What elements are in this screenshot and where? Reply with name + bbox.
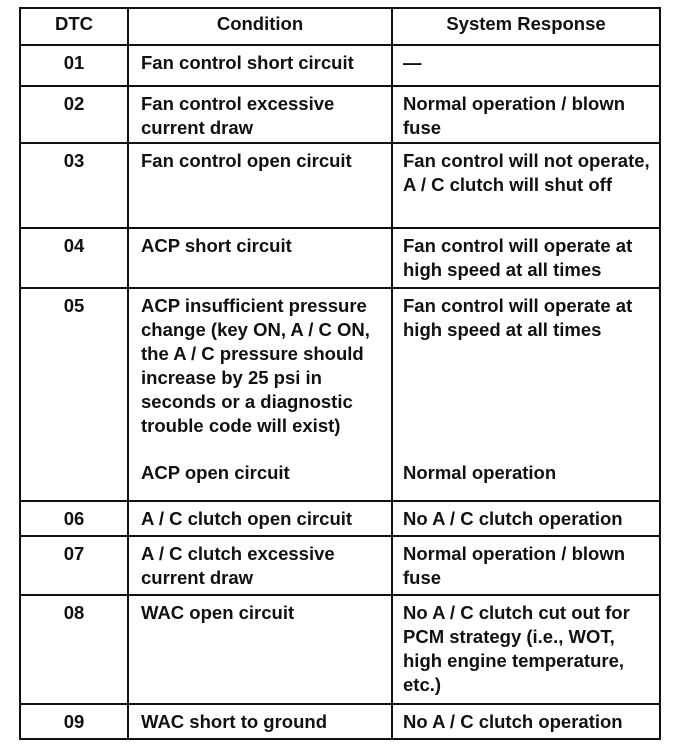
system-response-text: Fan control will operate at high speed at all times — [403, 295, 633, 340]
condition-cell: Fan control short circuit — [128, 45, 392, 86]
condition-cell: WAC open circuit — [128, 595, 392, 704]
condition-cell: WAC short to ground — [128, 704, 392, 739]
table-row — [20, 86, 660, 143]
table-row — [20, 536, 660, 595]
header-dtc: DTC — [20, 8, 128, 45]
dtc-code: 05 — [20, 288, 128, 501]
condition-cell: A / C clutch open circuit — [128, 501, 392, 536]
dtc-code: 02 — [20, 86, 128, 143]
system-response-cell: Fan control will not operate, A / C clutch will shut off — [392, 143, 660, 228]
condition-cell — [128, 288, 392, 501]
condition-cell: Fan control open circuit — [128, 143, 392, 228]
system-response-cell: No A / C clutch cut out for PCM strategy (i.e., WOT, high engine temperature, etc.) — [392, 595, 660, 704]
dtc-code: 06 — [20, 501, 128, 536]
system-response-cell: No A / C clutch operation — [392, 501, 660, 536]
system-response-cell: Normal operation / blown fuse — [392, 536, 660, 595]
system-response-cell: Fan control will operate at high speed at all times — [392, 228, 660, 288]
condition-text: ACP insufficient pressure change (key ON, A / C ON, the A / C pressure should increase by 25 psi in seconds or a diagnostic trouble code will exist) — [141, 295, 370, 436]
table-row — [20, 143, 660, 228]
condition-cell: A / C clutch excessive current draw — [128, 536, 392, 595]
dtc-table — [19, 7, 661, 740]
dtc-code: 08 — [20, 595, 128, 704]
header-system-response: System Response — [392, 8, 660, 45]
table-row — [20, 45, 660, 86]
table-row — [20, 501, 660, 536]
system-response-cell: — — [392, 45, 660, 86]
condition-cell: ACP short circuit — [128, 228, 392, 288]
dtc-code: 03 — [20, 143, 128, 228]
system-response-text-secondary: Normal operation — [403, 462, 557, 483]
system-response-cell: No A / C clutch operation — [392, 704, 660, 739]
dtc-code: 07 — [20, 536, 128, 595]
system-response-cell — [392, 288, 660, 501]
dtc-code: 04 — [20, 228, 128, 288]
condition-text-secondary: ACP open circuit — [141, 462, 290, 483]
table-row — [20, 704, 660, 739]
dtc-code: 09 — [20, 704, 128, 739]
table-row — [20, 595, 660, 704]
header-condition: Condition — [128, 8, 392, 45]
table-row — [20, 288, 660, 501]
table-row — [20, 228, 660, 288]
system-response-cell: Normal operation / blown fuse — [392, 86, 660, 143]
header-row — [20, 8, 660, 45]
condition-cell: Fan control excessive current draw — [128, 86, 392, 143]
dtc-code: 01 — [20, 45, 128, 86]
